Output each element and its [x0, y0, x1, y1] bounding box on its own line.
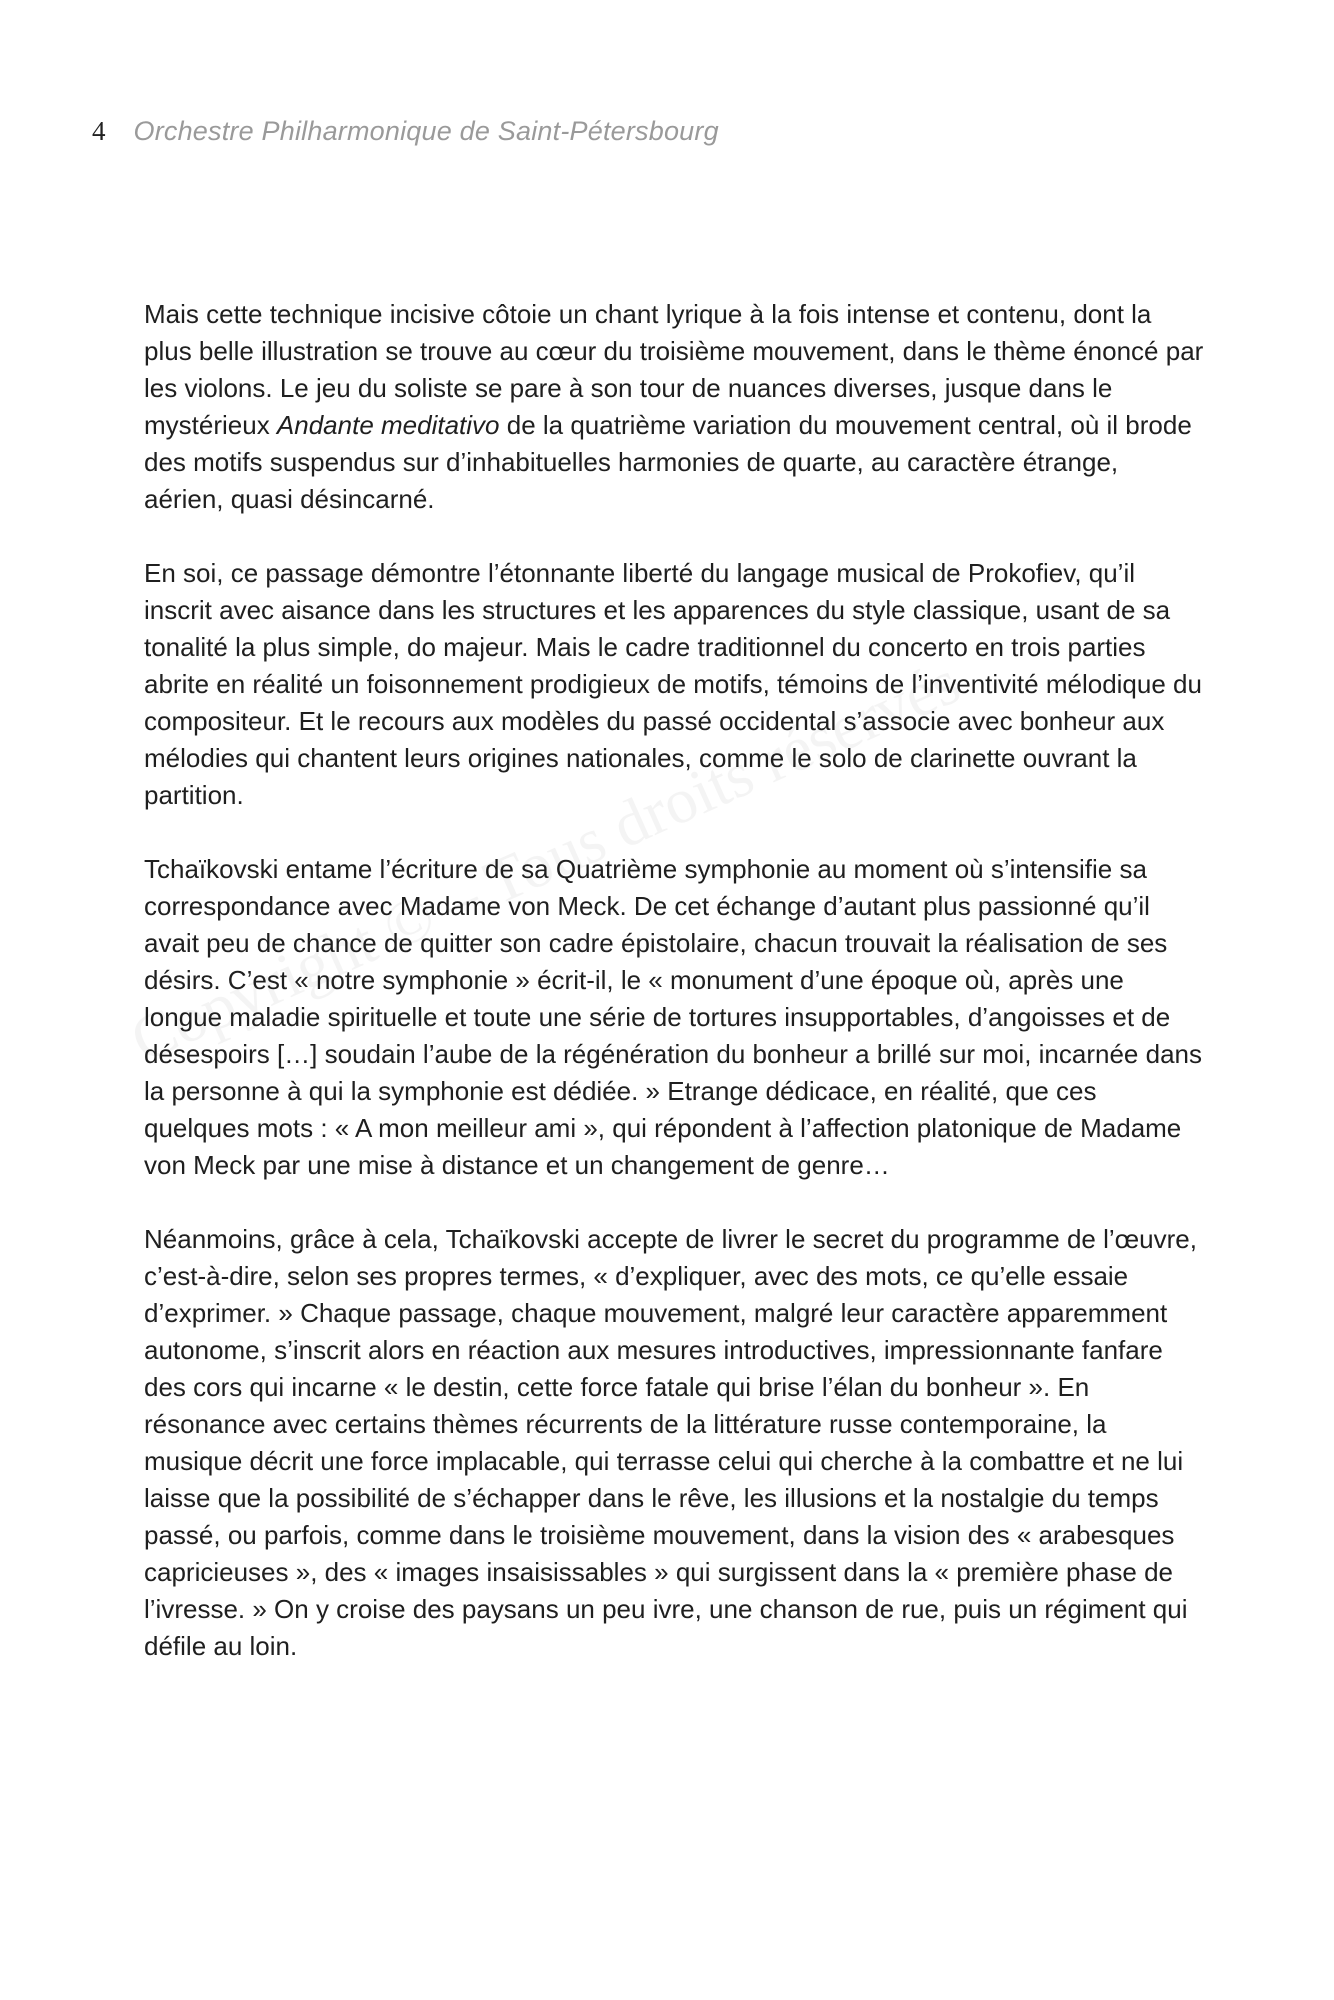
running-header: [92, 116, 719, 156]
body-text: [144, 296, 1204, 1665]
paragraph-3: Tchaïkovski entame l’écriture de sa Quatrième symphonie au moment où s’intensifie sa correspondance avec Madame von Meck. De cet échange d’autant plus passionné qu’il avait peu de chance de quitter son cadre épistolaire, chacun trouvait la réalisation de ses désirs. C’est « notre symphonie » écrit-il, le « monument d’une époque où, après une longue maladie spirituelle et toute une série de tortures insupportables, d’angoisses et de désespoirs […] soudain l’aube de la régénération du bonheur a brillé sur moi, incarnée dans la personne à qui la symphonie est dédiée. » Etrange dédicace, en réalité, que ces quelques mots : « A mon meilleur ami », qui répondent à l’affection platonique de Madame von Meck par une mise à distance et un changement de genre…: [144, 854, 1202, 1180]
paragraph-1-text-start: Mais cette technique incisive côtoie un chant lyrique à la fois intense et contenu, dont la plus belle illustration se trouve au cœur du troisième mouvement, dans le thème énoncé par les violons. Le jeu du soliste se pare à son tour de nuances diverses, jusque dans le mystérieux: [144, 299, 1204, 440]
paragraph-2: En soi, ce passage démontre l’étonnante liberté du langage musical de Prokofiev, qu’il inscrit avec aisance dans les structures et les apparences du style classique, usant de sa tonalité la plus simple, do majeur. Mais le cadre traditionnel du concerto en trois parties abrite en réalité un foisonnement prodigieux de motifs, témoins de l’inventivité mélodique du compositeur. Et le recours aux modèles du passé occidental s’associe avec bonheur aux mélodies qui chantent leurs origines nationales, comme le solo de clarinette ouvrant la partition.: [144, 558, 1202, 810]
paragraph-1-text-end: de la quatrième variation du mouvement central, où il brode des motifs suspendus sur d’inhabituelles harmonies de quarte, au caractère étrange, aérien, quasi désincarné.: [144, 410, 1192, 514]
tempo-marking-italic: Andante meditativo: [276, 410, 500, 440]
paragraph-4: Néanmoins, grâce à cela, Tchaïkovski accepte de livrer le secret du programme de l’œuvre, c’est-à-dire, selon ses propres termes, « d’expliquer, avec des mots, ce qu’elle essaie d’exprimer. » Chaque passage, chaque mouvement, malgré leur caractère apparemment autonome, s’inscrit alors en réaction aux mesures introductives, impressionnante fanfare des cors qui incarne « le destin, cette force fatale qui brise l’élan du bonheur ». En résonance avec certains thèmes récurrents de la littérature russe contemporaine, la musique décrit une force implacable, qui terrasse celui qui cherche à la combattre et ne lui laisse que la possibilité de s’échapper dans le rêve, les illusions et la nostalgie du temps passé, ou parfois, comme dans le troisième mouvement, dans la vision des « arabesques capricieuses », des « images insaisissables » qui surgissent dans la « première phase de l’ivresse. » On y croise des paysans un peu ivre, une chanson de rue, puis un régiment qui défile au loin.: [144, 1224, 1197, 1661]
page-number: 4: [92, 116, 106, 146]
running-title: Orchestre Philharmonique de Saint-Pétersbourg: [133, 116, 719, 146]
paragraph-1: [144, 296, 1204, 518]
